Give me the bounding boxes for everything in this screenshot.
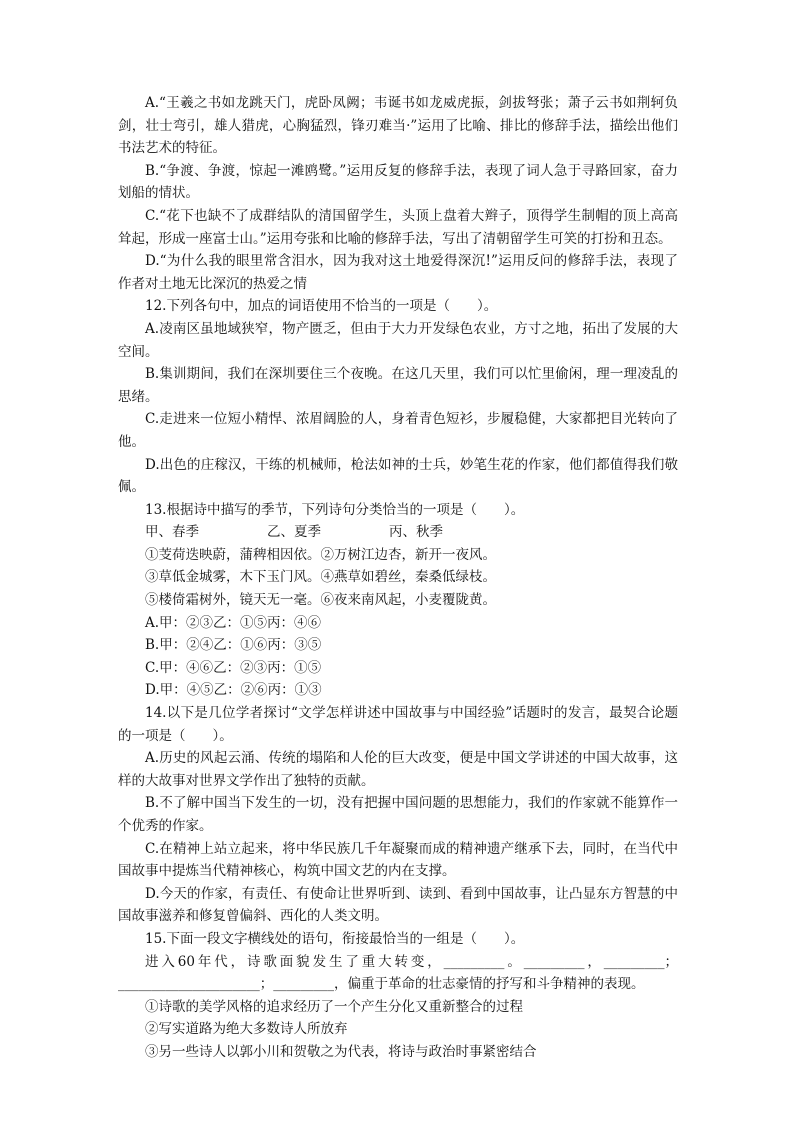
q13-season-row <box>118 521 678 544</box>
q11-option-c: C.“花下也缺不了成群结队的清国留学生，头顶上盘着大辫子，顶得学生制帽的顶上高高耸起，形成一座富士山。”运用夸张和比喻的修辞手法，写出了清朝留学生可笑的打扮和丑态。 <box>118 207 678 247</box>
q14-option-c: C.在精神上站立起来，将中华民族几千年凝聚而成的精神遗产继承下去，同时，在当代中国故事中提炼当代精神核心，构筑中国文艺的内在支撑。 <box>118 840 678 880</box>
q11-option-a: A.“王羲之书如龙跳天门，虎卧凤阙；韦诞书如龙威虎振，剑拔弩张；萧子云书如荆轲负剑，壮士弯引，雄人猎虎，心胸猛烈，锋刃难当·”运用了比喻、排比的修辞手法，描绘出他们书法艺术的特征。 <box>118 95 678 157</box>
q12-option-d: D.出色的庄稼汉，干练的机械师，枪法如神的士兵，妙笔生花的作家，他们都值得我们敬佩。 <box>118 456 678 496</box>
q15-item: ①诗歌的美学风格的追求经历了一个产生分化又重新整合的过程 <box>145 998 523 1015</box>
q15-item: ③另一些诗人以郭小川和贺敬之为代表，将诗与政治时事紧密结合 <box>145 1043 537 1060</box>
q14-option-d: D.今天的作家，有责任、有使命让世界听到、读到、看到中国故事，让凸显东方智慧的中国故事滋养和修复曾偏斜、西化的人类文明。 <box>118 885 678 925</box>
q13-poem-line: ③草低金城雾，木下玉门风。④燕草如碧丝，秦桑低绿枝。 <box>145 569 496 586</box>
q13-option-b: B.甲：②④乙：①⑥丙：③⑤ <box>145 637 322 654</box>
q13-option-c: C.甲：④⑥乙：②③丙：①⑤ <box>145 659 322 676</box>
q12-option-c: C.走进来一位短小精悍、浓眉阔脸的人，身着青色短衫，步履稳健，大家都把目光转向了他。 <box>118 411 678 450</box>
q14-option-a: A.历史的风起云涌、传统的塌陷和人伦的巨大改变，便是中国文学讲述的中国大故事，这样的大故事对世界文学作出了独特的贡献。 <box>118 750 678 789</box>
q14-stem: 14.以下是几位学者探讨“文学怎样讲述中国故事与中国经验”话题时的发言，最契合论题的一项是（ ）。 <box>118 705 678 744</box>
q13-poem-line: ①芰荷迭映蔚，蒲稗相因依。②万树江边杏，新开一夜风。 <box>145 546 496 563</box>
q14-option-b: B.不了解中国当下发生的一切，没有把握中国问题的思想能力，我们的作家就不能算作一个优秀的作家。 <box>118 795 678 834</box>
exam-page <box>118 92 678 1064</box>
q12-option-a: A.凌南区虽地域狭窄，物产匮乏，但由于大力开发绿色农业，方寸之地，拓出了发展的大空间。 <box>118 320 678 360</box>
q11-option-b: B.“争渡、争渡，惊起一滩鸥鹭。”运用反复的修辞手法，表现了词人急于寻路回家，奋力划船的情状。 <box>118 162 678 202</box>
q15-item: ②写实道路为绝大多数诗人所放弃 <box>145 1021 348 1038</box>
q13-stem: 13.根据诗中描写的季节，下列诗句分类恰当的一项是（ ）。 <box>145 501 525 518</box>
q13-option-d: D.甲：④⑤乙：②⑥丙：①③ <box>145 682 322 699</box>
season-autumn: 丙、秋季 <box>389 524 443 541</box>
q11-option-d: D.“为什么我的眼里常含泪水，因为我对这土地爱得深沉!”运用反问的修辞手法，表现了作者对土地无比深沉的热爱之情 <box>118 253 678 292</box>
season-spring: 甲、春季 <box>145 524 199 541</box>
season-summer: 乙、夏季 <box>267 524 321 541</box>
q12-option-b: B.集训期间，我们在深圳要住三个夜晚。在这几天里，我们可以忙里偷闲，理一理凌乱的思绪。 <box>118 366 678 405</box>
q13-option-a: A.甲：②③乙：①⑤丙：④⑥ <box>145 614 322 631</box>
q12-stem: 12.下列各句中，加点的词语使用不恰当的一项是（ ）。 <box>145 298 498 315</box>
q15-passage: 进入60年代，诗歌面貌发生了重大转变，_________。_________，_________；_____________________；_________，偏重于革命的壮志豪情的抒写和斗争精神的表现。 <box>118 953 678 993</box>
q13-poem-line: ⑤楼倚霜树外，镜天无一毫。⑥夜来南风起，小麦覆陇黄。 <box>145 592 496 609</box>
q15-stem: 15.下面一段文字横线处的语句，衔接最恰当的一组是（ ）。 <box>145 930 525 947</box>
